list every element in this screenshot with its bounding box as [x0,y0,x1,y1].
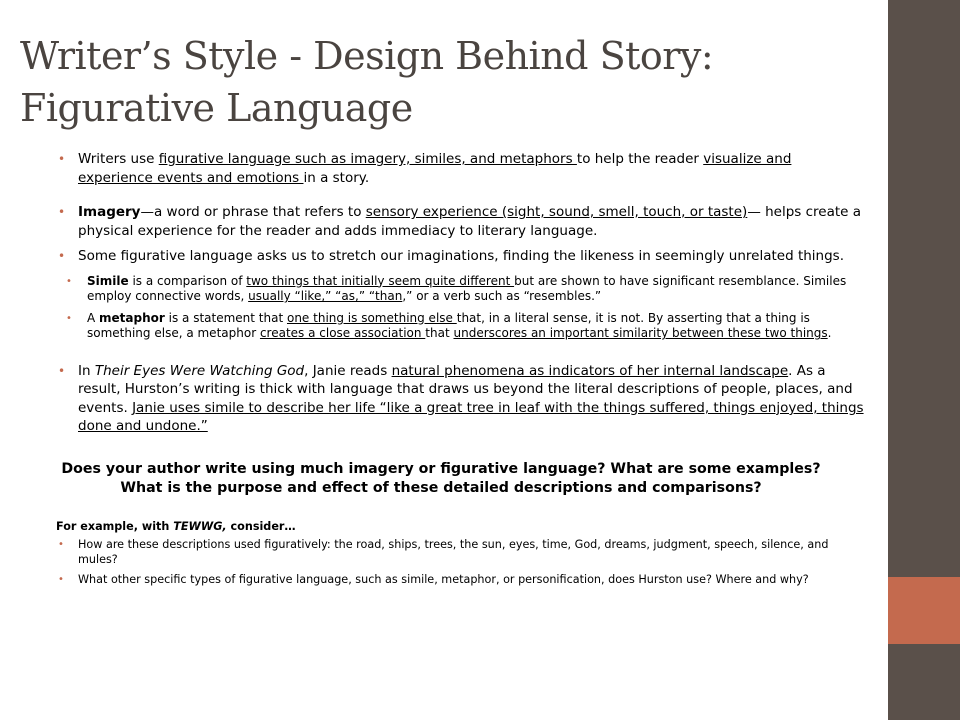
underlined-text: visualize and experience events and emotions [78,151,792,186]
discussion-question [16,460,866,498]
text: is a statement that [164,310,287,325]
text: How are these descriptions used figuratively: the road, ships, trees, the sun, eyes, time, God, dreams, judgment, speech, silence, and mules? [78,538,829,566]
text: that [425,326,454,341]
underlined-text: natural phenomena as indicators of her internal landscape [391,362,789,379]
term-metaphor: metaphor [99,310,165,325]
term-imagery: Imagery [78,204,141,220]
sub-bullet-metaphor [34,311,866,342]
text: . As a result, Hurston’s writing is thick with language that draws us beyond the literal descriptions of people, places, and events. [78,362,853,416]
underlined-text: two things that initially seem quite different [246,273,515,288]
text: What other specific types of figurative language, such as simile, metaphor, or personification, does Hurston use? Where and why? [78,573,809,587]
text: consider… [226,519,296,533]
text: to help the reader [576,151,704,167]
text: — helps create a physical experience for the reader and adds immediacy to literary language. [78,204,862,239]
underlined-text: underscores an important similarity between these two things [453,326,828,341]
text: In [78,362,95,379]
underlined-text: creates a close association [259,326,426,341]
text: in a story. [303,169,370,186]
question-line: What is the purpose and effect of these detailed descriptions and comparisons? [120,479,762,496]
question-line: Does your author write using much imagery or figurative language? What are some examples? [61,460,821,477]
bullet-their-eyes [56,362,866,436]
slide-title: Writer’s Style - Design Behind Story: Figurative Language [20,34,714,130]
text: Some figurative language asks us to stretch our imaginations, finding the likeness in seemingly unrelated things. [78,248,844,264]
text: but are shown to have significant resemblance. Similes employ connective words, [87,273,847,304]
text: A [87,310,100,325]
example-bullet-figurative-types [56,573,866,588]
text: Writers use [78,151,159,167]
underlined-text: one thing is something else [286,310,457,325]
text: ,” or a verb such as “resembles.” [402,289,602,304]
text: . [827,326,832,341]
slide-content [56,150,866,588]
underlined-text: figurative language such as imagery, similes, and metaphors [158,151,577,167]
underlined-text: usually “like,” “as,” “than [248,289,403,304]
sub-bullet-simile [34,274,866,305]
bullet-figurative-language [56,150,866,187]
book-title: Their Eyes Were Watching God [94,362,305,379]
text: —a word or phrase that refers to [140,204,366,220]
example-bullet-descriptions [56,538,866,567]
text: For example, with [56,519,174,533]
underlined-text: Janie uses simile to describe her life “like a great tree in leaf with the things suffered, things enjoyed, things done and undone.” [78,399,864,435]
accent-block [888,577,960,644]
term-simile: Simile [87,273,129,288]
bullet-imagery [56,203,866,240]
text: , Janie reads [304,362,392,379]
book-abbrev: TEWWG, [173,519,227,533]
example-heading [56,520,866,535]
underlined-text: sensory experience (sight, sound, smell, touch, or taste) [365,204,748,220]
text: is a comparison of [128,273,247,288]
bullet-stretch-imagination [56,247,866,266]
text: that, in a literal sense, it is not. By asserting that a thing is something else, a metaphor [87,310,810,341]
